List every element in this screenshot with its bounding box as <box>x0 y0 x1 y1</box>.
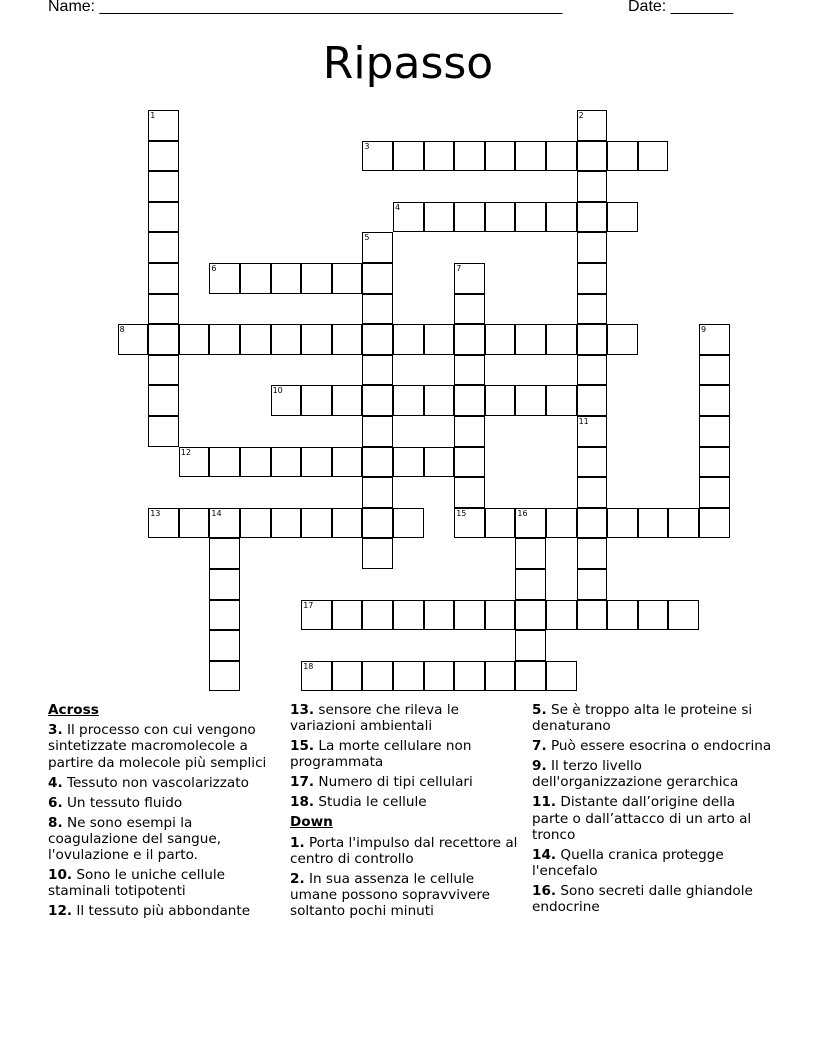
crossword-cell[interactable] <box>209 600 240 631</box>
crossword-cell[interactable] <box>148 385 179 416</box>
crossword-cell[interactable] <box>515 508 546 539</box>
clue-across-10: 10. Sono le uniche cellule staminali totipotenti <box>48 867 226 900</box>
crossword-cell[interactable] <box>485 508 516 539</box>
crossword-cell[interactable] <box>332 324 363 355</box>
crossword-cell[interactable] <box>362 263 393 294</box>
crossword-cell[interactable] <box>179 508 210 539</box>
crossword-cell[interactable] <box>179 324 210 355</box>
down-heading: Down <box>290 814 333 831</box>
clue-number: 17 <box>303 600 314 610</box>
crossword-cell[interactable] <box>546 661 577 692</box>
crossword-cell[interactable] <box>546 324 577 355</box>
crossword-cell[interactable] <box>148 355 179 386</box>
crossword-cell[interactable] <box>148 416 179 447</box>
crossword-cell[interactable] <box>424 324 455 355</box>
crossword-cell[interactable] <box>515 141 546 172</box>
crossword-cell[interactable] <box>362 294 393 325</box>
clue-down-9: 9. Il terzo livello dell'organizzazione gerarchica <box>532 758 739 791</box>
clue-down-2: 2. In sua assenza le cellule umane possono sopravvivere soltanto pochi minuti <box>290 870 491 920</box>
crossword-cell[interactable] <box>393 447 424 478</box>
clue-column-1 <box>48 702 280 923</box>
clue-number: 6 <box>211 264 217 273</box>
crossword-cell[interactable] <box>393 141 424 172</box>
crossword-cell[interactable] <box>577 600 608 631</box>
clue-number: 9 <box>701 325 707 335</box>
crossword-cell[interactable] <box>240 508 271 539</box>
crossword-cell[interactable] <box>699 477 730 508</box>
crossword-cell[interactable] <box>393 324 424 355</box>
clue-number: 4 <box>395 202 401 212</box>
clue-across-3: 3. Il processo con cui vengono sintetizzate macromolecole a partire da molecole più semplici <box>48 722 267 771</box>
crossword-cell[interactable] <box>424 202 455 233</box>
crossword-cell[interactable] <box>454 141 485 172</box>
crossword-cell[interactable] <box>485 141 516 172</box>
crossword-cell[interactable] <box>577 416 608 447</box>
crossword-cell[interactable] <box>485 600 516 631</box>
crossword-cell[interactable] <box>301 324 332 355</box>
clue-number: 16 <box>517 508 528 518</box>
crossword-cell[interactable] <box>271 447 302 478</box>
date-field-label: Date: _______ <box>628 0 733 15</box>
crossword-cell[interactable] <box>393 508 424 539</box>
crossword-cell[interactable] <box>668 508 699 539</box>
crossword-cell[interactable] <box>454 661 485 692</box>
crossword-cell[interactable] <box>454 324 485 355</box>
crossword-cell[interactable] <box>699 416 730 447</box>
crossword-cell[interactable] <box>148 202 179 233</box>
crossword-cell[interactable] <box>485 385 516 416</box>
crossword-cell[interactable] <box>362 385 393 416</box>
crossword-cell[interactable] <box>332 508 363 539</box>
crossword-cell[interactable] <box>362 477 393 508</box>
crossword-cell[interactable] <box>148 263 179 294</box>
crossword-cell[interactable] <box>577 141 608 172</box>
clue-across-13: 13. sensore che rileva le variazioni ambientali <box>290 702 459 735</box>
crossword-cell[interactable] <box>332 600 363 631</box>
crossword-cell[interactable] <box>424 447 455 478</box>
crossword-cell[interactable] <box>424 141 455 172</box>
crossword-cell[interactable] <box>638 141 669 172</box>
crossword-cell[interactable] <box>332 385 363 416</box>
clue-across-17: 17. Numero di tipi cellulari <box>290 774 473 791</box>
crossword-cell[interactable] <box>699 447 730 478</box>
crossword-cell[interactable] <box>454 477 485 508</box>
crossword-cell[interactable] <box>546 202 577 233</box>
crossword-cell[interactable] <box>362 355 393 386</box>
crossword-cell[interactable] <box>577 263 608 294</box>
clue-number: 14 <box>211 508 222 518</box>
crossword-cell[interactable] <box>362 447 393 478</box>
crossword-cell[interactable] <box>577 508 608 539</box>
across-heading: Across <box>48 702 99 718</box>
crossword-cell[interactable] <box>118 324 149 355</box>
clue-across-4: 4. Tessuto non vascolarizzato <box>48 774 249 791</box>
crossword-cell[interactable] <box>209 263 240 294</box>
clue-down-11: 11. Distante dall’origine della parte o dall’attacco di un arto al tronco <box>532 794 752 843</box>
clue-number: 2 <box>578 111 584 120</box>
crossword-cell[interactable] <box>577 385 608 416</box>
crossword-cell[interactable] <box>546 141 577 172</box>
clue-down-16: 16. Sono secreti dalle ghiandole endocrine <box>532 883 753 916</box>
crossword-cell[interactable] <box>454 263 485 294</box>
crossword-cell[interactable] <box>362 324 393 355</box>
crossword-cell[interactable] <box>515 538 546 569</box>
crossword-cell[interactable] <box>515 202 546 233</box>
crossword-cell[interactable] <box>301 385 332 416</box>
crossword-cell[interactable] <box>424 661 455 692</box>
crossword-cell[interactable] <box>515 661 546 692</box>
crossword-cell[interactable] <box>271 324 302 355</box>
crossword-cell[interactable] <box>454 416 485 447</box>
clue-number: 3 <box>364 141 370 151</box>
crossword-cell[interactable] <box>148 324 179 355</box>
clue-number: 15 <box>456 508 467 518</box>
crossword-cell[interactable] <box>148 294 179 325</box>
crossword-cell[interactable] <box>515 324 546 355</box>
clue-number: 8 <box>119 325 125 335</box>
crossword-cell[interactable] <box>454 355 485 386</box>
clue-across-12: 12. Il tessuto più abbondante <box>48 903 251 920</box>
crossword-cell[interactable] <box>607 324 638 355</box>
crossword-cell[interactable] <box>699 355 730 386</box>
crossword-cell[interactable] <box>209 538 240 569</box>
clue-column-2 <box>290 702 518 923</box>
page-title: Ripasso <box>322 38 494 89</box>
crossword-cell[interactable] <box>546 600 577 631</box>
crossword-cell[interactable] <box>577 324 608 355</box>
crossword-cell[interactable] <box>301 661 332 692</box>
clue-number: 7 <box>456 264 462 273</box>
crossword-cell[interactable] <box>209 661 240 692</box>
clue-number: 10 <box>272 386 283 396</box>
crossword-cell[interactable] <box>301 508 332 539</box>
crossword-cell[interactable] <box>393 600 424 631</box>
crossword-cell[interactable] <box>209 630 240 661</box>
crossword-cell[interactable] <box>179 447 210 478</box>
clue-number: 18 <box>303 661 314 671</box>
clue-down-14: 14. Quella cranica protegge l'encefalo <box>532 846 724 880</box>
clue-number: 13 <box>150 508 161 518</box>
crossword-cell[interactable] <box>607 508 638 539</box>
crossword-cell[interactable] <box>607 600 638 631</box>
clue-across-6: 6. Un tessuto fluido <box>48 794 183 811</box>
crossword-cell[interactable] <box>393 385 424 416</box>
crossword-cell[interactable] <box>148 110 179 141</box>
crossword-cell[interactable] <box>454 294 485 325</box>
crossword-cell[interactable] <box>332 447 363 478</box>
crossword-cell[interactable] <box>362 232 393 263</box>
clue-down-7: 7. Può essere esocrina o endocrina <box>532 738 772 755</box>
crossword-cell[interactable] <box>209 508 240 539</box>
crossword-cell[interactable] <box>577 171 608 202</box>
crossword-cell[interactable] <box>638 508 669 539</box>
crossword-cell[interactable] <box>362 661 393 692</box>
crossword-cell[interactable] <box>485 324 516 355</box>
crossword-cell[interactable] <box>515 600 546 631</box>
crossword-cell[interactable] <box>577 232 608 263</box>
clue-across-15: 15. La morte cellulare non programmata <box>290 738 472 771</box>
crossword-cell[interactable] <box>577 477 608 508</box>
crossword-cell[interactable] <box>209 324 240 355</box>
crossword-cell[interactable] <box>454 600 485 631</box>
clue-across-18: 18. Studia le cellule <box>290 794 427 811</box>
crossword-cell[interactable] <box>301 447 332 478</box>
crossword-cell[interactable] <box>362 141 393 172</box>
name-field-label: Name: ____________________________________________________ <box>48 0 563 15</box>
crossword-cell[interactable] <box>454 447 485 478</box>
crossword-cell[interactable] <box>271 508 302 539</box>
crossword-cell[interactable] <box>577 110 608 141</box>
clue-down-5: 5. Se è troppo alta le proteine si denaturano <box>532 702 753 735</box>
crossword-cell[interactable] <box>454 385 485 416</box>
clue-column-3 <box>532 702 772 919</box>
crossword-cell[interactable] <box>301 263 332 294</box>
clue-down-1: 1. Porta l'impulso dal recettore al centro di controllo <box>290 834 518 867</box>
crossword-cell[interactable] <box>240 447 271 478</box>
crossword-cell[interactable] <box>577 355 608 386</box>
crossword-cell[interactable] <box>332 263 363 294</box>
crossword-cell[interactable] <box>240 324 271 355</box>
crossword-cell[interactable] <box>148 232 179 263</box>
crossword-cell[interactable] <box>485 202 516 233</box>
crossword-cell[interactable] <box>485 661 516 692</box>
crossword-cell[interactable] <box>638 600 669 631</box>
crossword-cell[interactable] <box>546 385 577 416</box>
crossword-cell[interactable] <box>148 141 179 172</box>
crossword-cell[interactable] <box>424 600 455 631</box>
crossword-cell[interactable] <box>393 661 424 692</box>
crossword-cell[interactable] <box>577 569 608 600</box>
crossword-cell[interactable] <box>607 202 638 233</box>
crossword-cell[interactable] <box>515 630 546 661</box>
clue-number: 5 <box>364 233 370 243</box>
crossword-cell[interactable] <box>699 385 730 416</box>
crossword-cell[interactable] <box>393 202 424 233</box>
crossword-cell[interactable] <box>332 661 363 692</box>
crossword-cell[interactable] <box>577 202 608 233</box>
crossword-cell[interactable] <box>271 385 302 416</box>
crossword-cell[interactable] <box>577 447 608 478</box>
crossword-cell[interactable] <box>271 263 302 294</box>
crossword-cell[interactable] <box>454 202 485 233</box>
clue-number: 1 <box>150 111 156 120</box>
crossword-cell[interactable] <box>209 569 240 600</box>
crossword-cell[interactable] <box>699 324 730 355</box>
crossword-cell[interactable] <box>424 385 455 416</box>
clue-across-8: 8. Ne sono esempi la coagulazione del sangue, l'ovulazione e il parto. <box>48 814 222 864</box>
crossword-cell[interactable] <box>240 263 271 294</box>
crossword-cell[interactable] <box>699 508 730 539</box>
crossword-cell[interactable] <box>362 508 393 539</box>
crossword-cell[interactable] <box>362 416 393 447</box>
crossword-cell[interactable] <box>668 600 699 631</box>
crossword-cell[interactable] <box>148 171 179 202</box>
clue-number: 11 <box>578 417 589 426</box>
crossword-cell[interactable] <box>546 508 577 539</box>
crossword-cell[interactable] <box>454 508 485 539</box>
crossword-cell[interactable] <box>577 538 608 569</box>
crossword-cell[interactable] <box>577 294 608 325</box>
crossword-cell[interactable] <box>607 141 638 172</box>
crossword-cell[interactable] <box>301 600 332 631</box>
crossword-cell[interactable] <box>515 569 546 600</box>
clue-number: 12 <box>180 447 191 457</box>
crossword-cell[interactable] <box>515 385 546 416</box>
crossword-cell[interactable] <box>148 508 179 539</box>
crossword-cell[interactable] <box>209 447 240 478</box>
crossword-cell[interactable] <box>362 538 393 569</box>
crossword-cell[interactable] <box>362 600 393 631</box>
